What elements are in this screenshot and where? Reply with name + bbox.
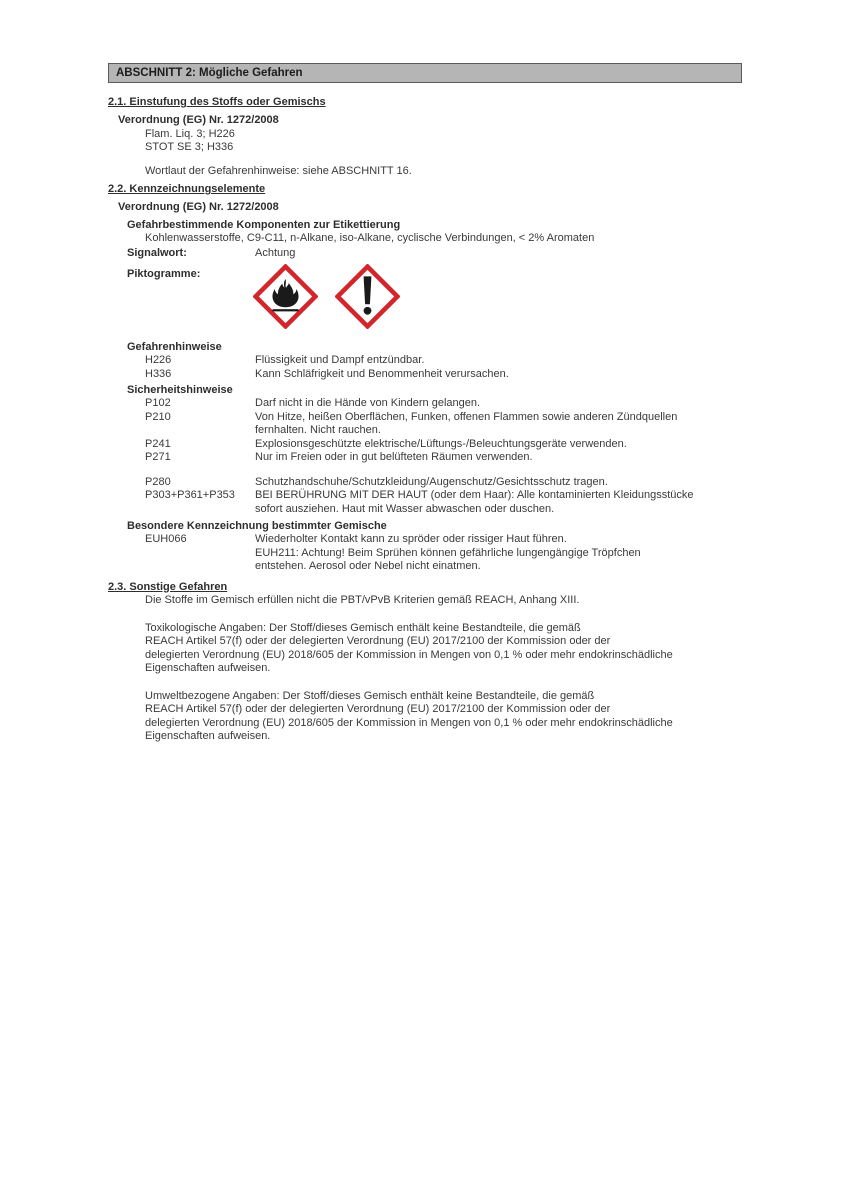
statement-text: Schutzhandschuhe/Schutzkleidung/Augenschutz/Gesichtsschutz tragen.: [255, 475, 608, 488]
precautionary-statement-row: [145, 451, 849, 465]
classification-line: Flam. Liq. 3; H226: [145, 127, 235, 140]
heading-2-1: 2.1. Einstufung des Stoffs oder Gemischs: [108, 96, 326, 108]
precautionary-statement-row: [145, 397, 849, 411]
labelling-components-heading: Gefahrbestimmende Komponenten zur Etikettierung: [127, 218, 401, 231]
special-statement-row: [145, 533, 849, 574]
other-hazards-paragraph: Die Stoffe im Gemisch erfüllen nicht die PBT/vPvB Kriterien gemäß REACH, Anhang XIII.: [145, 594, 580, 606]
statement-text: sofort ausziehen. Haut mit Wasser abwaschen oder duschen.: [255, 502, 555, 515]
statement-text: Wiederholter Kontakt kann zu spröder oder rissiger Haut führen.: [255, 533, 567, 545]
statement-text: Flüssigkeit und Dampf entzündbar.: [255, 354, 425, 366]
precautionary-statements-heading: Sicherheitshinweise: [127, 383, 233, 396]
section-header-bar: [108, 63, 742, 83]
precautionary-statement-row: [145, 438, 849, 452]
statement-text: Explosionsgeschützte elektrische/Lüftungs-/Beleuchtungsgeräte verwenden.: [255, 437, 627, 450]
precautionary-statement-row: [145, 411, 849, 438]
heading-2-3: 2.3. Sonstige Gefahren: [108, 580, 228, 593]
special-labelling-heading: Besondere Kennzeichnung bestimmter Gemische: [127, 519, 387, 532]
toxicological-paragraph: Toxikologische Angaben: Der Stoff/dieses Gemisch enthält keine Bestandteile, die gemäß REACH Artikel 57(f) oder der delegierten Verordnung (EU) 2017/2100 der Kommission oder der delegierten Verordnung (EU) 2018/605 der Kommission in Mengen von 0,1 % oder mehr endokrinschädliche Eigenschaften aufweisen.: [145, 621, 673, 674]
environmental-paragraph: Umweltbezogene Angaben: Der Stoff/dieses Gemisch enthält keine Bestandteile, die gemäß REACH Artikel 57(f) oder der delegierten Verordnung (EU) 2017/2100 der Kommission oder der delegierten Verordnung (EU) 2018/605 der Kommission in Mengen von 0,1 % oder mehr endokrinschädliche Eigenschaften aufweisen.: [145, 689, 673, 742]
precautionary-statement-row: [145, 489, 849, 516]
hazard-statement-row: [145, 354, 849, 368]
statement-text: BEI BERÜHRUNG MIT DER HAUT (oder dem Haar): Alle kontaminierten Kleidungsstücke: [255, 489, 694, 501]
hazard-statements-heading: Gefahrenhinweise: [127, 340, 222, 353]
statement-text: fernhalten. Nicht rauchen.: [255, 424, 381, 436]
statement-code: P102: [145, 397, 171, 409]
statement-code: H336: [145, 367, 172, 380]
ghs-exclamation-mark-icon: [335, 264, 400, 329]
pictograms-row: [127, 264, 849, 329]
statement-text: Darf nicht in die Hände von Kindern gelangen.: [255, 397, 481, 409]
statement-code: P210: [145, 410, 171, 423]
statement-text: EUH211: Achtung! Beim Sprühen können gefährliche lungengängige Tröpfchen: [255, 546, 641, 559]
signal-word-label: Signalwort:: [127, 247, 187, 259]
regulation-heading-2-2: Verordnung (EG) Nr. 1272/2008: [118, 201, 279, 213]
signal-word-value: Achtung: [255, 247, 296, 259]
classification-line: STOT SE 3; H336: [145, 141, 234, 153]
statement-code: P241: [145, 437, 171, 450]
hazard-statement-row: [145, 368, 849, 382]
statement-code: P271: [145, 451, 171, 463]
statement-code: P280: [145, 475, 171, 488]
regulation-heading-2-1: Verordnung (EG) Nr. 1272/2008: [118, 114, 279, 126]
statement-text: Kann Schläfrigkeit und Benommenheit verursachen.: [255, 367, 509, 380]
pictograms-label: Piktogramme:: [127, 267, 201, 280]
statement-code: P303+P361+P353: [145, 489, 235, 501]
section-header-title: ABSCHNITT 2: Mögliche Gefahren: [116, 67, 303, 79]
ghs-flame-icon: [253, 264, 318, 329]
statement-code: H226: [145, 354, 172, 366]
statement-text: entstehen. Aerosol oder Nebel nicht einatmen.: [255, 560, 481, 572]
heading-2-2: 2.2. Kennzeichnungselemente: [108, 183, 266, 195]
labelling-components-text: Kohlenwasserstoffe, C9-C11, n-Alkane, iso-Alkane, cyclische Verbindungen, < 2% Aromaten: [145, 232, 595, 244]
precautionary-statement-row: [145, 476, 849, 490]
signal-word-row: [127, 247, 849, 261]
statement-text: Von Hitze, heißen Oberflächen, Funken, offenen Flammen sowie anderen Zündquellen: [255, 410, 678, 423]
pictogram-strip: [253, 264, 400, 329]
statement-text: Nur im Freien oder in gut belüfteten Räumen verwenden.: [255, 451, 533, 463]
statement-code: EUH066: [145, 533, 187, 545]
hazard-wording-note: Wortlaut der Gefahrenhinweise: siehe ABSCHNITT 16.: [145, 164, 412, 177]
